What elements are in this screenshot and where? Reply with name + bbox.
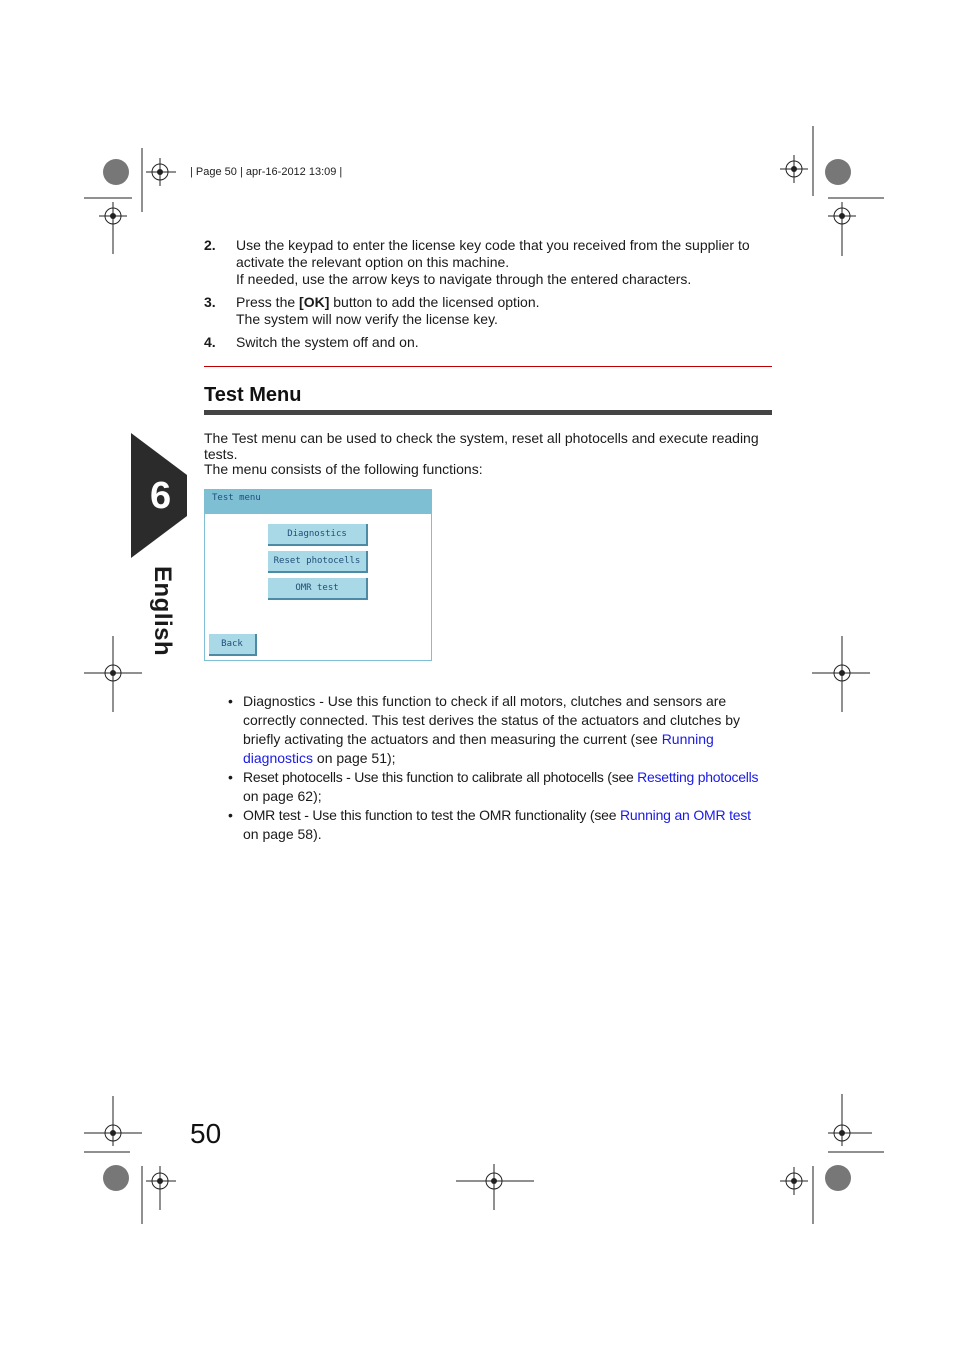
back-button[interactable]: Back bbox=[209, 634, 257, 656]
registration-mark-top-left bbox=[84, 148, 184, 258]
running-diagnostics-link[interactable]: Running bbox=[661, 731, 714, 747]
registration-mark-bottom-left bbox=[84, 1096, 184, 1226]
list-item-text: Reset photocells - Use this function to calibrate all photocells (see bbox=[243, 769, 638, 785]
list-item bbox=[228, 768, 774, 806]
step-4 bbox=[204, 334, 774, 351]
step-text-line: Switch the system off and on. bbox=[236, 334, 419, 350]
step-3 bbox=[204, 294, 774, 328]
step-text-line: Use the keypad to enter the license key code that you received from the supplier to bbox=[236, 237, 750, 253]
step-key-label: [OK] bbox=[299, 294, 330, 310]
screen-title: Test menu bbox=[212, 493, 261, 503]
steps-list bbox=[204, 237, 774, 357]
chapter-number: 6 bbox=[150, 475, 172, 517]
section-title: Test Menu bbox=[204, 384, 302, 406]
bullet-icon: • bbox=[228, 693, 233, 709]
section-title-rule bbox=[204, 410, 772, 415]
chapter-language: English bbox=[149, 566, 176, 657]
screen-title-bar bbox=[205, 490, 431, 514]
list-item bbox=[228, 692, 774, 768]
omr-test-button[interactable]: OMR test bbox=[268, 578, 368, 600]
list-item-line: correctly connected. This test derives the status of the actuators and clutches by bbox=[243, 712, 740, 728]
list-item-text: OMR test - Use this function to test the OMR functionality (see bbox=[243, 807, 621, 823]
functions-list bbox=[228, 692, 774, 844]
step-2 bbox=[204, 237, 774, 288]
step-text-line: If needed, use the arrow keys to navigate through the entered characters. bbox=[236, 271, 692, 287]
registration-mark-bottom-center bbox=[456, 1162, 536, 1212]
intro-line: The menu consists of the following functions: bbox=[204, 461, 483, 477]
section-intro bbox=[204, 431, 774, 478]
print-header: | Page 50 | apr-16-2012 13:09 | bbox=[190, 166, 343, 178]
bullet-icon: • bbox=[228, 807, 233, 823]
step-text-line: The system will now verify the license key. bbox=[236, 311, 498, 327]
step-text: button to add the licensed option. bbox=[329, 294, 540, 310]
step-text-line bbox=[236, 294, 774, 311]
list-item-line bbox=[243, 749, 774, 768]
step-text-line: activate the relevant option on this machine. bbox=[236, 254, 510, 270]
step-number: 4. bbox=[204, 334, 216, 350]
list-item-line: on page 58). bbox=[243, 826, 322, 842]
list-item-line bbox=[243, 806, 774, 825]
bullet-icon: • bbox=[228, 769, 233, 785]
step-number: 2. bbox=[204, 237, 216, 253]
list-item-line bbox=[243, 730, 774, 749]
test-menu-screen bbox=[204, 489, 432, 661]
reset-photocells-button[interactable]: Reset photocells bbox=[268, 551, 368, 573]
step-number: 3. bbox=[204, 294, 216, 310]
step-text: Press the bbox=[236, 294, 300, 310]
list-item-text: on page 51); bbox=[313, 750, 396, 766]
list-item-line bbox=[243, 768, 774, 787]
section-divider bbox=[204, 366, 772, 367]
resetting-photocells-link[interactable]: Resetting photocells bbox=[637, 769, 759, 785]
page-number: 50 bbox=[190, 1118, 222, 1149]
running-diagnostics-link[interactable]: diagnostics bbox=[243, 750, 314, 766]
registration-mark-mid-left bbox=[84, 636, 144, 714]
list-item bbox=[228, 806, 774, 844]
diagnostics-button[interactable]: Diagnostics bbox=[268, 524, 368, 546]
registration-mark-bottom-right bbox=[776, 1094, 886, 1228]
list-item-text: briefly activating the actuators and then measuring the current (see bbox=[243, 731, 662, 747]
registration-mark-top-right bbox=[776, 126, 886, 258]
registration-mark-mid-right bbox=[812, 636, 872, 714]
list-item-line: on page 62); bbox=[243, 788, 322, 804]
list-item-line: Diagnostics - Use this function to check if all motors, clutches and sensors are bbox=[243, 693, 727, 709]
running-omr-test-link[interactable]: Running an OMR test bbox=[620, 807, 751, 823]
intro-line: The Test menu can be used to check the system, reset all photocells and execute reading bbox=[204, 430, 759, 446]
intro-line: tests. bbox=[204, 445, 238, 462]
